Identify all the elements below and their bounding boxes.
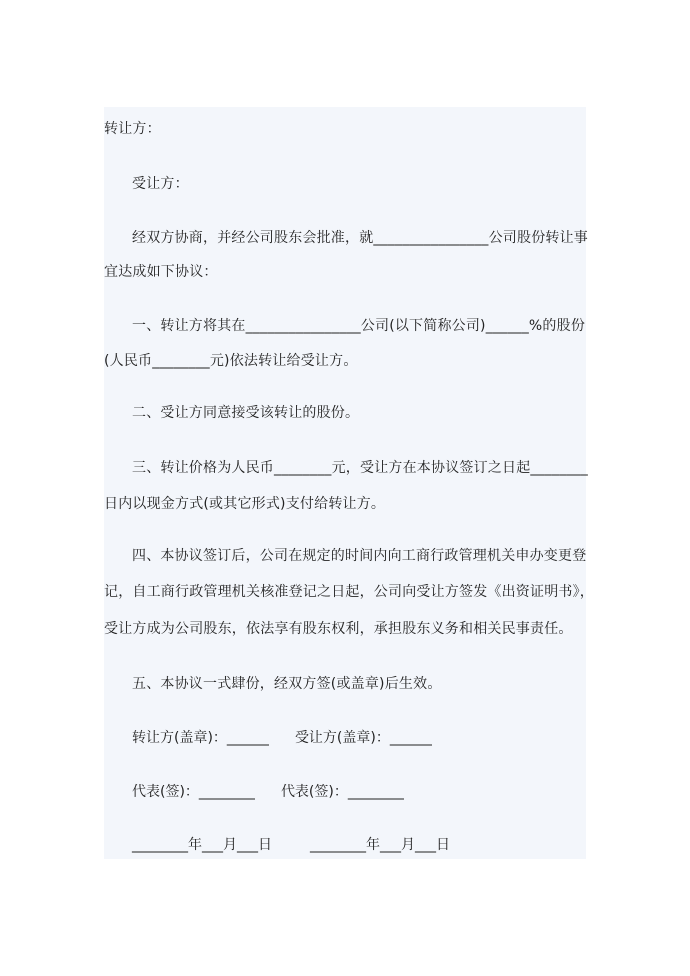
- clause-4-line-3: 受让方成为公司股东，依法享有股东权利，承担股东义务和相关民事责任。: [104, 621, 573, 637]
- transferor-representative-field: 代表(签)：________: [132, 784, 255, 800]
- transferee-representative-field: 代表(签)：________: [280, 784, 404, 800]
- clause-3-line-2: 日内以现金方式(或其它形式)支付给转让方。: [104, 496, 386, 512]
- preamble-line-2: 宜达成如下协议：: [104, 264, 218, 280]
- transferee-seal-field: 受让方(盖章)：______: [294, 730, 432, 746]
- clause-2: 二、受让方同意接受该转让的股份。: [132, 405, 360, 421]
- document-page: [104, 107, 594, 859]
- transferor-seal-field: 转让方(盖章)：______: [132, 730, 269, 746]
- date-row: [132, 836, 450, 854]
- clause-1-line-2: (人民币________元)依法转让给受让方。: [104, 353, 358, 369]
- transferor-label: 转让方：: [104, 121, 161, 137]
- transferor-date-field: ________年___月___日: [132, 837, 272, 853]
- clause-4-line-1: 四、本协议签订后，公司在规定的时间内向工商行政管理机关申办变更登: [132, 548, 587, 564]
- preamble-line-1: 经双方协商，并经公司股东会批准，就________________公司股份转让事: [132, 230, 588, 246]
- seal-row: [132, 729, 432, 747]
- transferee-label: 受让方：: [132, 176, 189, 192]
- clause-1-line-1: 一、转让方将其在________________公司(以下简称公司)______%的股份: [132, 318, 586, 334]
- clause-4-line-2: 记，自工商行政管理机关核准登记之日起，公司向受让方签发《出资证明书》，: [104, 584, 594, 600]
- transferee-date-field: ________年___月___日: [310, 837, 450, 853]
- clause-3-line-1: 三、转让价格为人民币________元，受让方在本协议签订之日起________: [132, 460, 588, 476]
- representative-row: [132, 783, 404, 801]
- clause-5: 五、本协议一式肆份，经双方签(或盖章)后生效。: [132, 676, 442, 692]
